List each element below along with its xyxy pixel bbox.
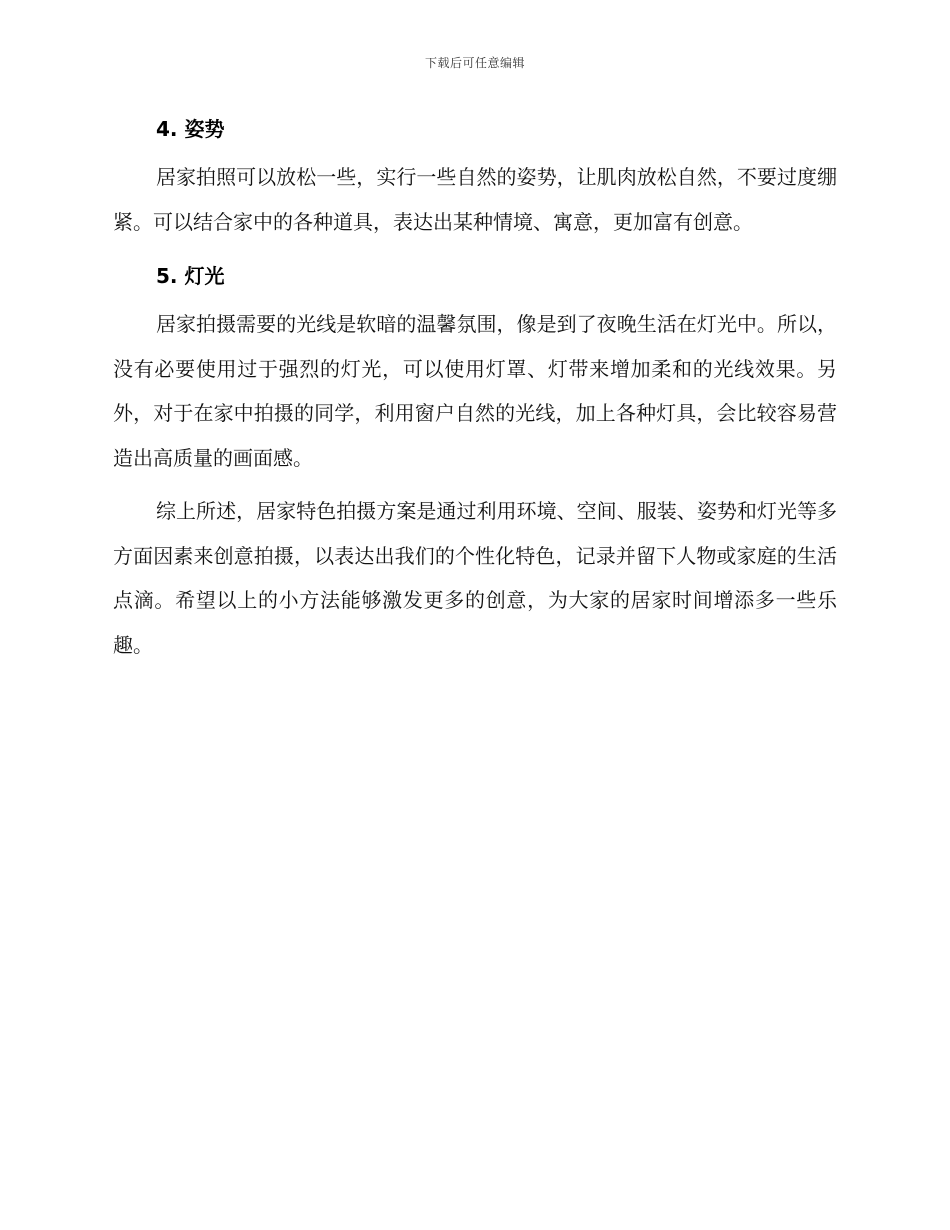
- section-body-lighting: 居家拍摄需要的光线是软暗的温馨氛围，像是到了夜晚生活在灯光中。所以，没有必要使用过于强烈的灯光，可以使用灯罩、灯带来增加柔和的光线效果。另外，对于在家中拍摄的同学，利用窗户自然的光线，加上各种灯具，会比较容易营造出高质量的画面感。: [113, 312, 837, 470]
- document-content: [113, 112, 837, 667]
- section-body-posture: 居家拍照可以放松一些，实行一些自然的姿势，让肌肉放松自然，不要过度绷紧。可以结合家中的各种道具，表达出某种情境、寓意，更加富有创意。: [113, 165, 837, 234]
- section-heading-lighting: 5. 灯光: [156, 264, 225, 288]
- section-heading-posture: 4. 姿势: [156, 117, 225, 141]
- header-note: 下载后可任意编辑: [424, 56, 525, 70]
- summary-paragraph: 综上所述，居家特色拍摄方案是通过利用环境、空间、服装、姿势和灯光等多方面因素来创意拍摄，以表达出我们的个性化特色，记录并留下人物或家庭的生活点滴。希望以上的小方法能够激发更多的创意，为大家的居家时间增添多一些乐趣。: [113, 499, 837, 657]
